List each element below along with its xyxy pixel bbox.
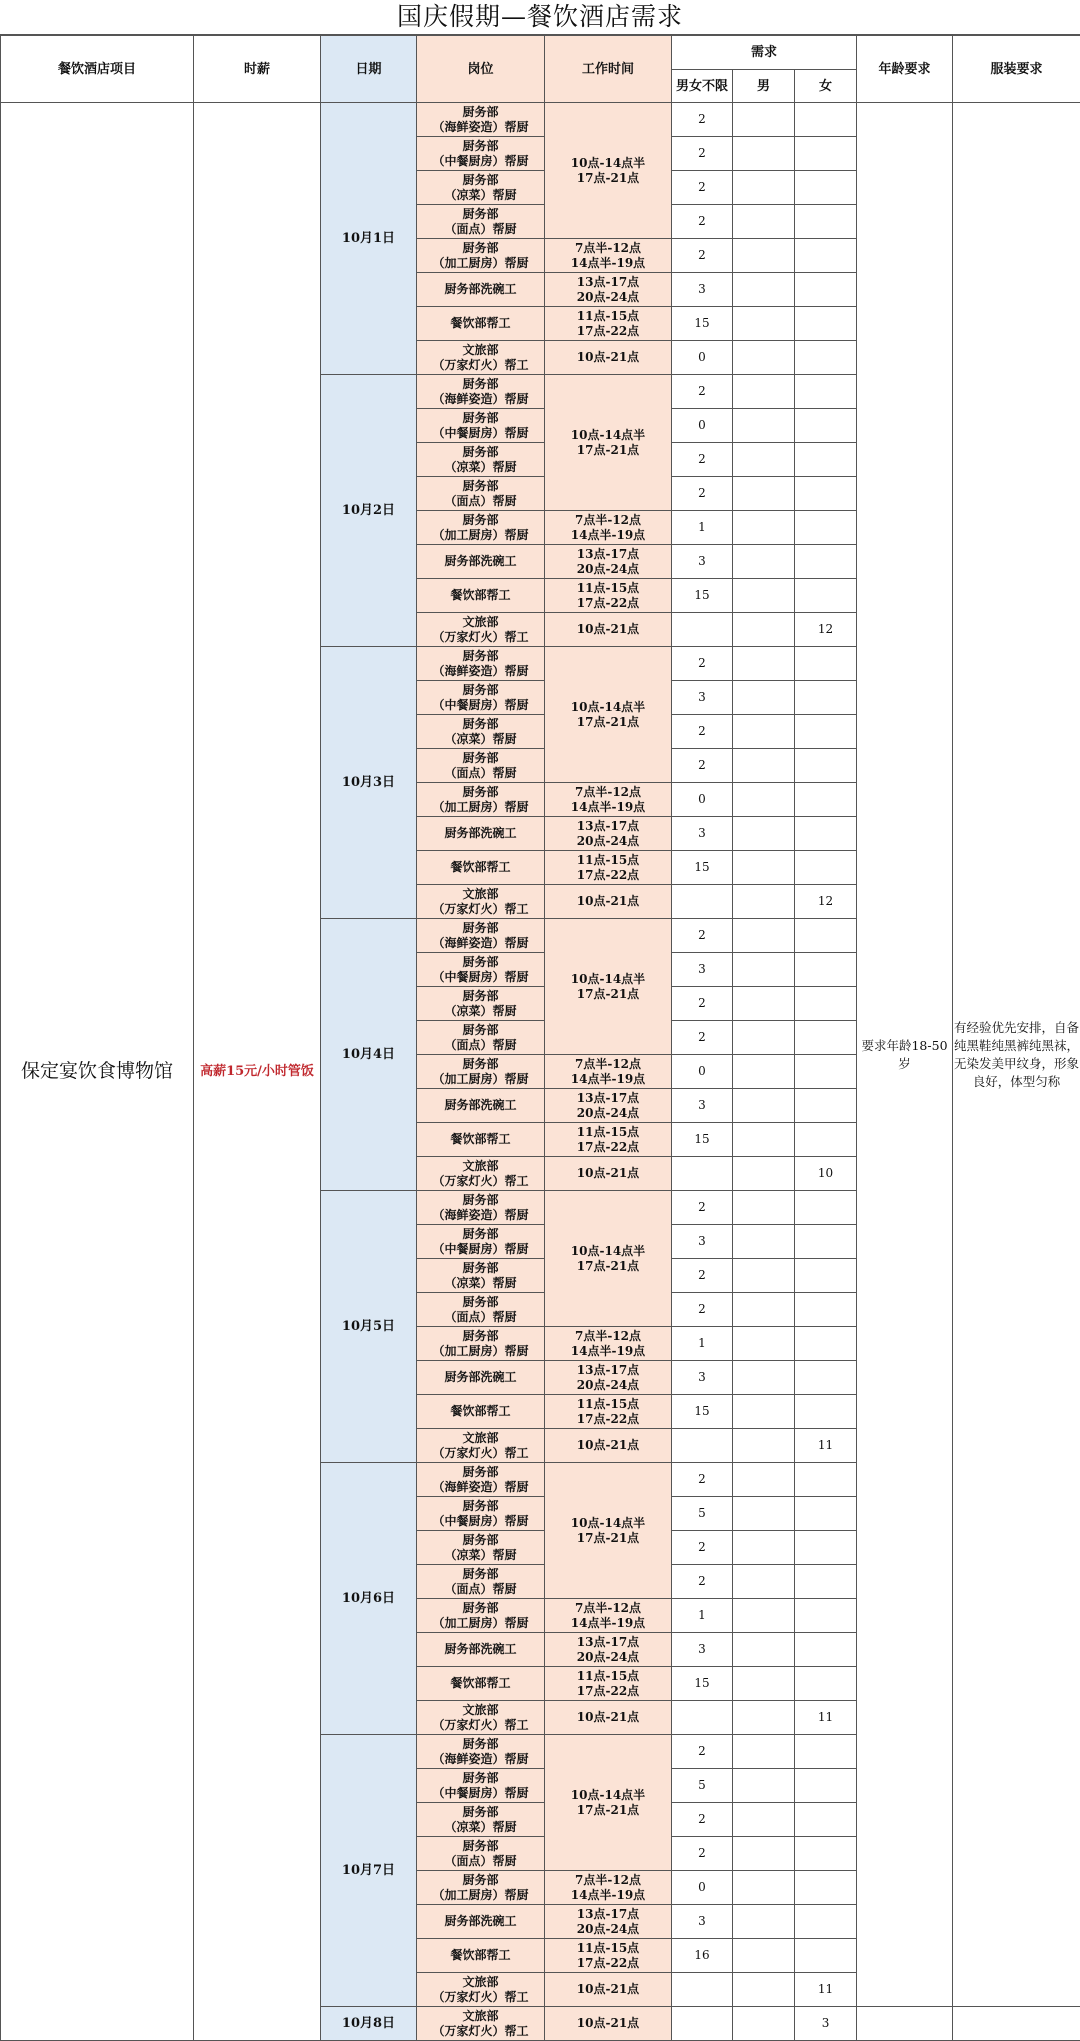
position-cell: 厨务部 （加工厨房）帮厨 [417,511,545,545]
worktime-cell: 13点-17点 20点-24点 [545,817,672,851]
worktime-cell: 7点半-12点 14点半-19点 [545,511,672,545]
position-cell: 厨务部 （凉菜）帮厨 [417,987,545,1021]
position-cell: 厨务部 （面点）帮厨 [417,1837,545,1871]
demand-male-cell [733,2007,795,2041]
position-cell: 厨务部洗碗工 [417,545,545,579]
position-cell: 厨务部 （加工厨房）帮厨 [417,1871,545,1905]
demand-male-cell [733,1293,795,1327]
demand-any-cell: 1 [672,511,733,545]
demand-any-cell [672,1157,733,1191]
position-cell: 文旅部 （万家灯火）帮工 [417,1157,545,1191]
demand-female-cell [795,1871,857,1905]
demand-male-cell [733,545,795,579]
demand-any-cell: 2 [672,987,733,1021]
demand-any-cell: 0 [672,1871,733,1905]
demand-male-cell [733,443,795,477]
demand-any-cell: 16 [672,1939,733,1973]
position-cell: 文旅部 （万家灯火）帮工 [417,2007,545,2041]
worktime-cell: 11点-15点 17点-22点 [545,307,672,341]
header-dress: 服装要求 [953,36,1080,103]
position-cell: 厨务部 （海鲜姿造）帮厨 [417,647,545,681]
demand-male-cell [733,1837,795,1871]
header-age: 年龄要求 [857,36,953,103]
worktime-cell: 7点半-12点 14点半-19点 [545,1599,672,1633]
demand-male-cell [733,137,795,171]
demand-male-cell [733,1123,795,1157]
worktime-cell: 10点-21点 [545,1973,672,2007]
demand-any-cell: 2 [672,749,733,783]
demand-female-cell [795,239,857,273]
position-cell: 餐饮部帮工 [417,1667,545,1701]
demand-male-cell [733,817,795,851]
demand-female-cell [795,1327,857,1361]
date-cell: 10月3日 [321,647,417,919]
demand-male-cell [733,1973,795,2007]
demand-male-cell [733,579,795,613]
worktime-cell: 11点-15点 17点-22点 [545,1667,672,1701]
demand-male-cell [733,1939,795,1973]
worktime-cell: 13点-17点 20点-24点 [545,1905,672,1939]
demand-male-cell [733,919,795,953]
demand-female-cell: 11 [795,1973,857,2007]
demand-male-cell [733,1905,795,1939]
demand-female-cell [795,477,857,511]
demand-female-cell [795,1837,857,1871]
worktime-cell: 7点半-12点 14点半-19点 [545,239,672,273]
demand-male-cell [733,1735,795,1769]
worktime-cell: 10点-21点 [545,1429,672,1463]
position-cell: 厨务部 （凉菜）帮厨 [417,715,545,749]
demand-female-cell: 12 [795,613,857,647]
header-female: 女 [795,70,857,103]
demand-any-cell: 3 [672,1089,733,1123]
demand-any-cell: 2 [672,239,733,273]
position-cell: 厨务部 （加工厨房）帮厨 [417,239,545,273]
position-cell: 厨务部 （海鲜姿造）帮厨 [417,103,545,137]
demand-male-cell [733,375,795,409]
position-cell: 厨务部 （海鲜姿造）帮厨 [417,1191,545,1225]
position-cell: 厨务部 （加工厨房）帮厨 [417,1599,545,1633]
demand-female-cell [795,1769,857,1803]
worktime-cell: 10点-14点半 17点-21点 [545,919,672,1055]
worktime-cell: 10点-14点半 17点-21点 [545,375,672,511]
demand-female-cell [795,1565,857,1599]
demand-female-cell [795,1055,857,1089]
demand-any-cell: 15 [672,1395,733,1429]
position-cell: 文旅部 （万家灯火）帮工 [417,613,545,647]
demand-female-cell [795,1293,857,1327]
demand-male-cell [733,1497,795,1531]
wage-text: 高薪15元/小时管饭 [194,103,321,2041]
demand-female-cell [795,1531,857,1565]
date-cell: 10月1日 [321,103,417,375]
demand-male-cell [733,1769,795,1803]
demand-male-cell [733,1191,795,1225]
header-date: 日期 [321,36,417,103]
demand-male-cell [733,885,795,919]
demand-male-cell [733,1633,795,1667]
demand-any-cell: 2 [672,1565,733,1599]
demand-any-cell: 3 [672,1225,733,1259]
demand-female-cell [795,749,857,783]
demand-male-cell [733,1871,795,1905]
position-cell: 餐饮部帮工 [417,579,545,613]
demand-female-cell [795,1667,857,1701]
position-cell: 厨务部 （中餐厨房）帮厨 [417,953,545,987]
header-position: 岗位 [417,36,545,103]
worktime-cell: 13点-17点 20点-24点 [545,1633,672,1667]
demand-male-cell [733,239,795,273]
worktime-cell: 13点-17点 20点-24点 [545,273,672,307]
demand-female-cell [795,103,857,137]
date-cell: 10月2日 [321,375,417,647]
demand-female-cell [795,579,857,613]
demand-female-cell [795,375,857,409]
demand-any-cell: 3 [672,1905,733,1939]
demand-male-cell [733,851,795,885]
worktime-cell: 10点-14点半 17点-21点 [545,1463,672,1599]
demand-any-cell: 2 [672,1837,733,1871]
position-cell: 厨务部洗碗工 [417,1633,545,1667]
demand-female-cell [795,1361,857,1395]
position-cell: 厨务部 （凉菜）帮厨 [417,1803,545,1837]
worktime-cell: 10点-14点半 17点-21点 [545,647,672,783]
position-cell: 餐饮部帮工 [417,1395,545,1429]
position-cell: 厨务部 （面点）帮厨 [417,749,545,783]
demand-female-cell [795,443,857,477]
position-cell: 厨务部洗碗工 [417,1905,545,1939]
position-cell: 餐饮部帮工 [417,1939,545,1973]
demand-female-cell [795,1939,857,1973]
demand-male-cell [733,1701,795,1735]
demand-female-cell [795,817,857,851]
position-cell: 厨务部 （面点）帮厨 [417,1021,545,1055]
position-cell: 文旅部 （万家灯火）帮工 [417,341,545,375]
position-cell: 厨务部 （面点）帮厨 [417,205,545,239]
demand-female-cell [795,715,857,749]
demand-female-cell [795,545,857,579]
demand-female-cell [795,1259,857,1293]
demand-any-cell: 2 [672,1463,733,1497]
demand-male-cell [733,1599,795,1633]
demand-female-cell [795,273,857,307]
demand-male-cell [733,171,795,205]
demand-any-cell: 15 [672,851,733,885]
demand-any-cell: 3 [672,273,733,307]
demand-male-cell [733,987,795,1021]
demand-female-cell [795,1463,857,1497]
position-cell: 厨务部 （凉菜）帮厨 [417,171,545,205]
demand-female-cell [795,1803,857,1837]
demand-female-cell [795,307,857,341]
position-cell: 厨务部 （中餐厨房）帮厨 [417,409,545,443]
demand-female-cell: 12 [795,885,857,919]
demand-female-cell [795,851,857,885]
demand-male-cell [733,647,795,681]
header-any-gender: 男女不限 [672,70,733,103]
position-cell: 厨务部 （凉菜）帮厨 [417,1531,545,1565]
worktime-cell: 11点-15点 17点-22点 [545,1939,672,1973]
demand-male-cell [733,273,795,307]
worktime-cell: 10点-21点 [545,885,672,919]
table-row [1,103,1080,137]
venue-name: 保定宴饮食博物馆 [1,103,194,2041]
position-cell: 厨务部 （面点）帮厨 [417,477,545,511]
demand-any-cell: 3 [672,1633,733,1667]
demand-any-cell: 2 [672,443,733,477]
demand-any-cell: 5 [672,1769,733,1803]
demand-any-cell: 2 [672,375,733,409]
demand-female-cell [795,953,857,987]
demand-female-cell [795,341,857,375]
demand-any-cell: 3 [672,1361,733,1395]
demand-male-cell [733,1259,795,1293]
worktime-cell: 10点-21点 [545,2007,672,2041]
position-cell: 厨务部 （加工厨房）帮厨 [417,1327,545,1361]
demand-any-cell: 3 [672,817,733,851]
worktime-cell: 10点-21点 [545,1701,672,1735]
position-cell: 厨务部 （面点）帮厨 [417,1293,545,1327]
worktime-cell: 13点-17点 20点-24点 [545,1361,672,1395]
demand-male-cell [733,1021,795,1055]
date-cell: 10月8日 [321,2007,417,2041]
header-demand: 需求 [672,36,857,70]
demand-any-cell: 2 [672,1259,733,1293]
demand-any-cell: 1 [672,1327,733,1361]
demand-female-cell [795,1021,857,1055]
position-cell: 厨务部洗碗工 [417,817,545,851]
demand-female-cell [795,137,857,171]
dress-requirement: 有经验优先安排，自备纯黑鞋纯黑裤纯黑袜，无染发美甲纹身，形象良好，体型匀称 [953,103,1080,2007]
demand-female-cell: 11 [795,1701,857,1735]
worktime-cell: 10点-21点 [545,341,672,375]
demand-female-cell [795,1089,857,1123]
demand-any-cell: 3 [672,953,733,987]
demand-any-cell: 5 [672,1497,733,1531]
demand-any-cell: 2 [672,647,733,681]
worktime-cell: 11点-15点 17点-22点 [545,1395,672,1429]
demand-female-cell: 11 [795,1429,857,1463]
demand-male-cell [733,953,795,987]
demand-female-cell [795,205,857,239]
demand-any-cell: 0 [672,1055,733,1089]
demand-any-cell: 2 [672,103,733,137]
demand-any-cell [672,2007,733,2041]
demand-female-cell [795,681,857,715]
worktime-cell: 10点-14点半 17点-21点 [545,103,672,239]
date-cell: 10月7日 [321,1735,417,2007]
position-cell: 厨务部 （面点）帮厨 [417,1565,545,1599]
worktime-cell: 13点-17点 20点-24点 [545,1089,672,1123]
position-cell: 文旅部 （万家灯火）帮工 [417,885,545,919]
demand-female-cell [795,919,857,953]
demand-any-cell: 1 [672,1599,733,1633]
demand-any-cell: 0 [672,783,733,817]
worktime-cell: 11点-15点 17点-22点 [545,851,672,885]
demand-female-cell [795,783,857,817]
position-cell: 厨务部 （中餐厨房）帮厨 [417,137,545,171]
demand-female-cell [795,1225,857,1259]
worktime-cell: 10点-14点半 17点-21点 [545,1735,672,1871]
demand-any-cell: 15 [672,1667,733,1701]
demand-any-cell: 2 [672,477,733,511]
position-cell: 厨务部洗碗工 [417,273,545,307]
date-cell: 10月5日 [321,1191,417,1463]
demand-table [0,35,1080,2041]
demand-male-cell [733,1463,795,1497]
demand-male-cell [733,1395,795,1429]
demand-female-cell [795,511,857,545]
demand-any-cell: 2 [672,205,733,239]
date-cell: 10月4日 [321,919,417,1191]
demand-female-cell [795,1905,857,1939]
demand-male-cell [733,1803,795,1837]
demand-any-cell: 2 [672,1803,733,1837]
position-cell: 厨务部 （加工厨房）帮厨 [417,1055,545,1089]
demand-any-cell: 2 [672,1021,733,1055]
demand-male-cell [733,715,795,749]
demand-any-cell: 15 [672,307,733,341]
demand-male-cell [733,1225,795,1259]
demand-male-cell [733,1667,795,1701]
date-cell: 10月6日 [321,1463,417,1735]
demand-any-cell [672,613,733,647]
demand-male-cell [733,1565,795,1599]
position-cell: 餐饮部帮工 [417,851,545,885]
worktime-cell: 11点-15点 17点-22点 [545,579,672,613]
demand-male-cell [733,1055,795,1089]
demand-male-cell [733,1429,795,1463]
demand-male-cell [733,341,795,375]
position-cell: 厨务部 （海鲜姿造）帮厨 [417,1463,545,1497]
demand-any-cell: 3 [672,681,733,715]
demand-male-cell [733,1361,795,1395]
position-cell: 文旅部 （万家灯火）帮工 [417,1701,545,1735]
demand-female-cell [795,1599,857,1633]
demand-male-cell [733,409,795,443]
position-cell: 厨务部 （中餐厨房）帮厨 [417,681,545,715]
demand-female-cell [795,1191,857,1225]
position-cell: 餐饮部帮工 [417,307,545,341]
demand-female-cell [795,987,857,1021]
demand-any-cell: 15 [672,1123,733,1157]
demand-any-cell: 2 [672,919,733,953]
position-cell: 文旅部 （万家灯火）帮工 [417,1429,545,1463]
demand-any-cell: 2 [672,715,733,749]
demand-any-cell [672,885,733,919]
dress-cell-empty [953,2007,1080,2041]
demand-any-cell: 2 [672,171,733,205]
demand-any-cell: 0 [672,409,733,443]
worktime-cell: 7点半-12点 14点半-19点 [545,1055,672,1089]
header-worktime: 工作时间 [545,36,672,103]
demand-any-cell: 3 [672,545,733,579]
demand-male-cell [733,681,795,715]
position-cell: 厨务部 （凉菜）帮厨 [417,443,545,477]
worktime-cell: 10点-21点 [545,613,672,647]
demand-male-cell [733,307,795,341]
worktime-cell: 7点半-12点 14点半-19点 [545,1871,672,1905]
demand-any-cell: 2 [672,1531,733,1565]
position-cell: 厨务部洗碗工 [417,1089,545,1123]
header-male: 男 [733,70,795,103]
position-cell: 厨务部 （中餐厨房）帮厨 [417,1497,545,1531]
demand-female-cell: 3 [795,2007,857,2041]
demand-female-cell [795,1395,857,1429]
position-cell: 厨务部 （中餐厨房）帮厨 [417,1225,545,1259]
position-cell: 文旅部 （万家灯火）帮工 [417,1973,545,2007]
position-cell: 厨务部 （中餐厨房）帮厨 [417,1769,545,1803]
demand-male-cell [733,749,795,783]
position-cell: 厨务部 （加工厨房）帮厨 [417,783,545,817]
demand-female-cell [795,409,857,443]
demand-male-cell [733,477,795,511]
demand-any-cell: 2 [672,1735,733,1769]
demand-any-cell: 0 [672,341,733,375]
demand-any-cell [672,1701,733,1735]
demand-male-cell [733,613,795,647]
demand-male-cell [733,205,795,239]
demand-male-cell [733,511,795,545]
worktime-cell: 10点-14点半 17点-21点 [545,1191,672,1327]
demand-female-cell [795,1633,857,1667]
position-cell: 厨务部 （海鲜姿造）帮厨 [417,919,545,953]
demand-male-cell [733,1089,795,1123]
demand-any-cell: 15 [672,579,733,613]
worktime-cell: 13点-17点 20点-24点 [545,545,672,579]
age-cell-empty [857,2007,953,2041]
worktime-cell: 7点半-12点 14点半-19点 [545,783,672,817]
header-project: 餐饮酒店项目 [1,36,194,103]
position-cell: 厨务部 （凉菜）帮厨 [417,1259,545,1293]
demand-female-cell [795,1497,857,1531]
demand-female-cell [795,1123,857,1157]
demand-female-cell: 10 [795,1157,857,1191]
worktime-cell: 7点半-12点 14点半-19点 [545,1327,672,1361]
header-wage: 时薪 [194,36,321,103]
position-cell: 餐饮部帮工 [417,1123,545,1157]
page-title: 国庆假期—餐饮酒店需求 [0,0,1080,35]
demand-female-cell [795,1735,857,1769]
demand-any-cell: 2 [672,1293,733,1327]
age-requirement: 要求年龄18-50岁 [857,103,953,2007]
demand-any-cell [672,1429,733,1463]
demand-any-cell: 2 [672,137,733,171]
demand-any-cell [672,1973,733,2007]
demand-any-cell: 2 [672,1191,733,1225]
demand-male-cell [733,1327,795,1361]
worktime-cell: 11点-15点 17点-22点 [545,1123,672,1157]
demand-male-cell [733,103,795,137]
demand-female-cell [795,647,857,681]
position-cell: 厨务部 （海鲜姿造）帮厨 [417,1735,545,1769]
demand-female-cell [795,171,857,205]
position-cell: 厨务部洗碗工 [417,1361,545,1395]
demand-male-cell [733,1157,795,1191]
table-body [1,103,1080,2041]
demand-male-cell [733,783,795,817]
position-cell: 厨务部 （海鲜姿造）帮厨 [417,375,545,409]
worktime-cell: 10点-21点 [545,1157,672,1191]
demand-male-cell [733,1531,795,1565]
